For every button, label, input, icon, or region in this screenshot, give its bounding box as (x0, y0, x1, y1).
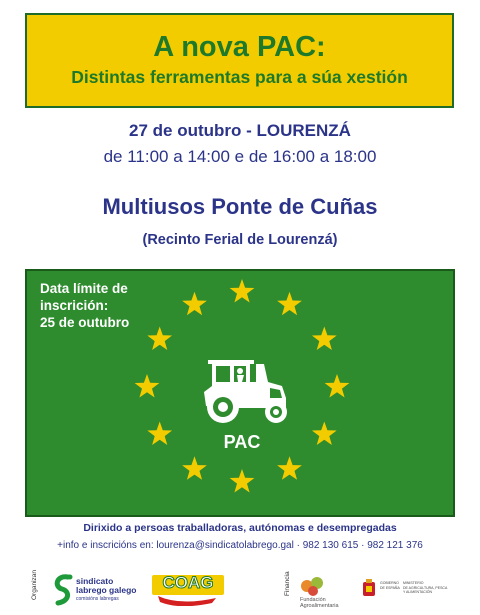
gov-line-2: DE ESPAÑA (380, 585, 400, 590)
tractor-icon (27, 271, 457, 519)
coag-logo-text: COAG (162, 573, 214, 592)
financia-label: Financia (284, 571, 291, 596)
pac-label: PAC (223, 432, 261, 452)
sindicato-logo-icon (50, 573, 76, 609)
header-banner (25, 13, 454, 108)
gobierno-text (380, 581, 400, 590)
gobierno-espana-crest-icon (360, 578, 378, 600)
eu-flag-panel (25, 269, 455, 517)
fin1-line-1: Fundación (300, 597, 326, 603)
gov-line-3: MINISTERIO (403, 581, 424, 585)
fundacion-agroalimentaria-icon (298, 574, 328, 598)
gov-line-5: Y ALIMENTACIÓN (403, 590, 433, 594)
page-subtitle: Distintas ferramentas para a súa xestión (71, 67, 408, 87)
event-time: de 11:00 a 14:00 e de 16:00 a 18:00 (103, 147, 377, 166)
deadline-line-2: inscrición: (40, 298, 109, 313)
org1-line-1: sindicato (76, 576, 114, 586)
venue-detail: (Recinto Ferial de Lourenzá) (142, 232, 338, 248)
contact-info: +info e inscricións en: lourenza@sindicatolabrego.gal · 982 130 615 · 982 121 376 (57, 540, 423, 551)
deadline-line-1: Data límite de (40, 281, 128, 296)
org1-line-3: comisións labregas (76, 596, 119, 602)
deadline-line-3: 25 de outubro (40, 315, 130, 330)
fundacion-agroalimentaria-text (300, 597, 339, 609)
ministerio-text (403, 581, 447, 595)
sindicato-logo-text (76, 577, 136, 604)
event-date-place: 27 de outubro - LOURENZÁ (129, 121, 351, 140)
target-audience: Dirixido a persoas traballadoras, autónomas e desempregadas (83, 522, 397, 534)
gov-line-4: DE AGRICULTURA, PESCA (403, 585, 448, 590)
venue-name: Multiusos Ponte de Cuñas (102, 194, 378, 219)
fin1-line-2: Agroalimentaria (300, 603, 339, 609)
org1-line-2: labrego galego (76, 585, 137, 595)
organizan-label: Organizan (31, 570, 38, 600)
page-title: A nova PAC: (153, 31, 326, 63)
gov-line-1: GOBIERNO (380, 581, 399, 585)
